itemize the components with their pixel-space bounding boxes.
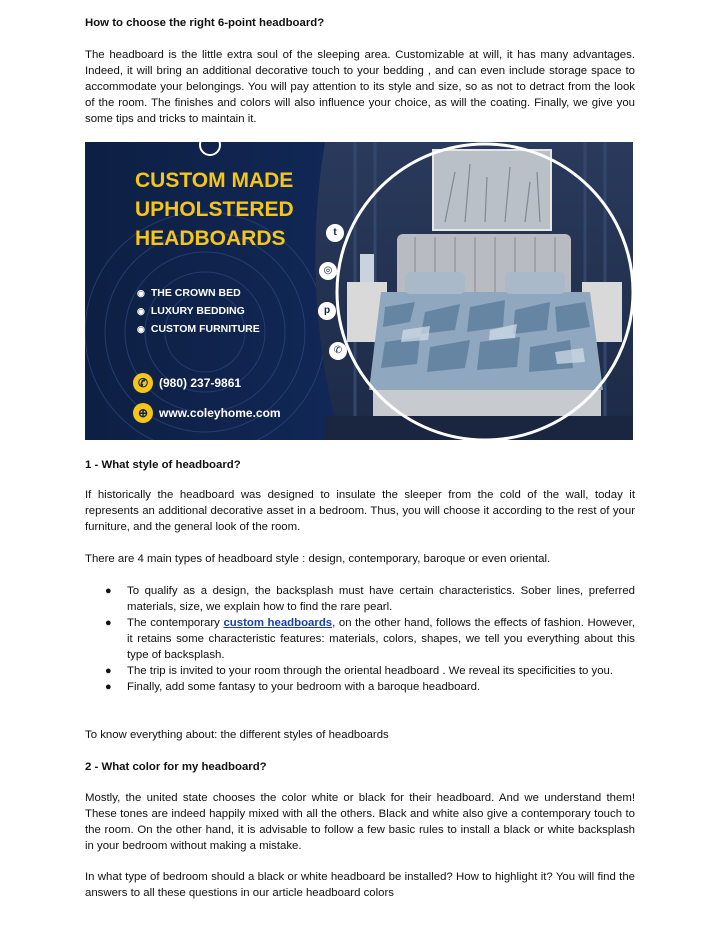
- section1-paragraph-3: To know everything about: the different styles of headboards: [85, 729, 389, 741]
- bullet-icon: ●: [105, 585, 112, 597]
- phone-icon: ✆: [133, 373, 153, 393]
- banner-website-text: www.coleyhome.com: [159, 406, 281, 420]
- section1-paragraph-2: There are 4 main types of headboard style : design, contemporary, baroque or even oriental.: [85, 553, 551, 565]
- bullet-icon: ●: [105, 665, 112, 677]
- whatsapp-icon: ✆: [329, 342, 347, 360]
- banner-phone-text: (980) 237-9861: [159, 376, 242, 390]
- banner-item: ◉ LUXURY BEDDING: [137, 305, 245, 317]
- style-list: [85, 583, 635, 695]
- list-item: [85, 663, 635, 679]
- list-item: [85, 679, 635, 695]
- list-item-text: Finally, add some fantasy to your bedroom with a baroque headboard.: [127, 681, 481, 693]
- banner-item: ◉ CUSTOM FURNITURE: [137, 323, 260, 335]
- section1-heading: 1 - What style of headboard?: [85, 459, 241, 471]
- custom-headboards-link[interactable]: custom headboards: [223, 617, 333, 629]
- banner-phone: [133, 372, 241, 394]
- list-item-text: To qualify as a design, the backsplash must have certain characteristics. Sober lines, preferred materials, size, we explain how to find the rare pearl.: [127, 585, 635, 613]
- instagram-icon: ◎: [319, 262, 337, 280]
- banner-headline-line: UPHOLSTERED: [135, 198, 294, 221]
- list-item: [85, 583, 635, 615]
- banner-website: [133, 402, 281, 424]
- section2-paragraph-2: In what type of bedroom should a black or white headboard be installed? How to highlight it? You will find the answers to all these questions in our article headboard colors: [85, 871, 635, 899]
- banner-headline-line: HEADBOARDS: [135, 227, 286, 250]
- circle-bullet-icon: ◉: [137, 306, 145, 316]
- list-item-text: , on the other hand, follows the effects of fashion. However, it retains some characteristic features: materials, colors, shapes, we tell you everything about this type of backsplash.: [127, 617, 635, 661]
- banner-item-list: [137, 284, 260, 338]
- globe-icon: ⊕: [133, 403, 153, 423]
- circle-bullet-icon: ◉: [137, 324, 145, 334]
- banner-headline-line: CUSTOM MADE: [135, 169, 294, 192]
- pinterest-icon: p: [318, 302, 336, 320]
- banner-headline: [135, 166, 294, 253]
- bullet-icon: ●: [105, 617, 112, 629]
- banner-item: ◉ THE CROWN BED: [137, 287, 241, 299]
- circle-bullet-icon: ◉: [137, 288, 145, 298]
- document-title: How to choose the right 6-point headboard?: [85, 17, 325, 29]
- intro-paragraph: The headboard is the little extra soul of the sleeping area. Customizable at will, it has many advantages. Indeed, it will bring an additional decorative touch to your bedding , and can even include storage space to accommodate your belongings. You will pay attention to its style and size, so as not to detract from the look of the room. The finishes and colors will also influence your choice, as will the coating. Finally, we give you some tips and tricks to maintain it.: [85, 49, 635, 125]
- list-item-text: The contemporary: [127, 617, 224, 629]
- section2-paragraph-1: Mostly, the united state chooses the color white or black for their headboard. And we understand them! These tones are indeed happily mixed with all the others. Black and white also give a contemporary touch to the room. On the other hand, it is advisable to follow a few basic rules to install a black or white backsplash in your bedroom without making a mistake.: [85, 792, 635, 852]
- bullet-icon: ●: [105, 681, 112, 693]
- list-item-text: The trip is invited to your room through the oriental headboard . We reveal its specificities to you.: [127, 665, 614, 677]
- list-item: [85, 615, 635, 663]
- section2-heading: 2 - What color for my headboard?: [85, 761, 267, 773]
- hero-banner-image: [85, 142, 633, 440]
- twitter-icon: t: [326, 224, 344, 242]
- section1-paragraph-1: If historically the headboard was designed to insulate the sleeper from the cold of the wall, today it represents an additional decorative asset in a bedroom. Thus, you will choose it according to the rest of your furniture, and the general look of the room.: [85, 489, 635, 533]
